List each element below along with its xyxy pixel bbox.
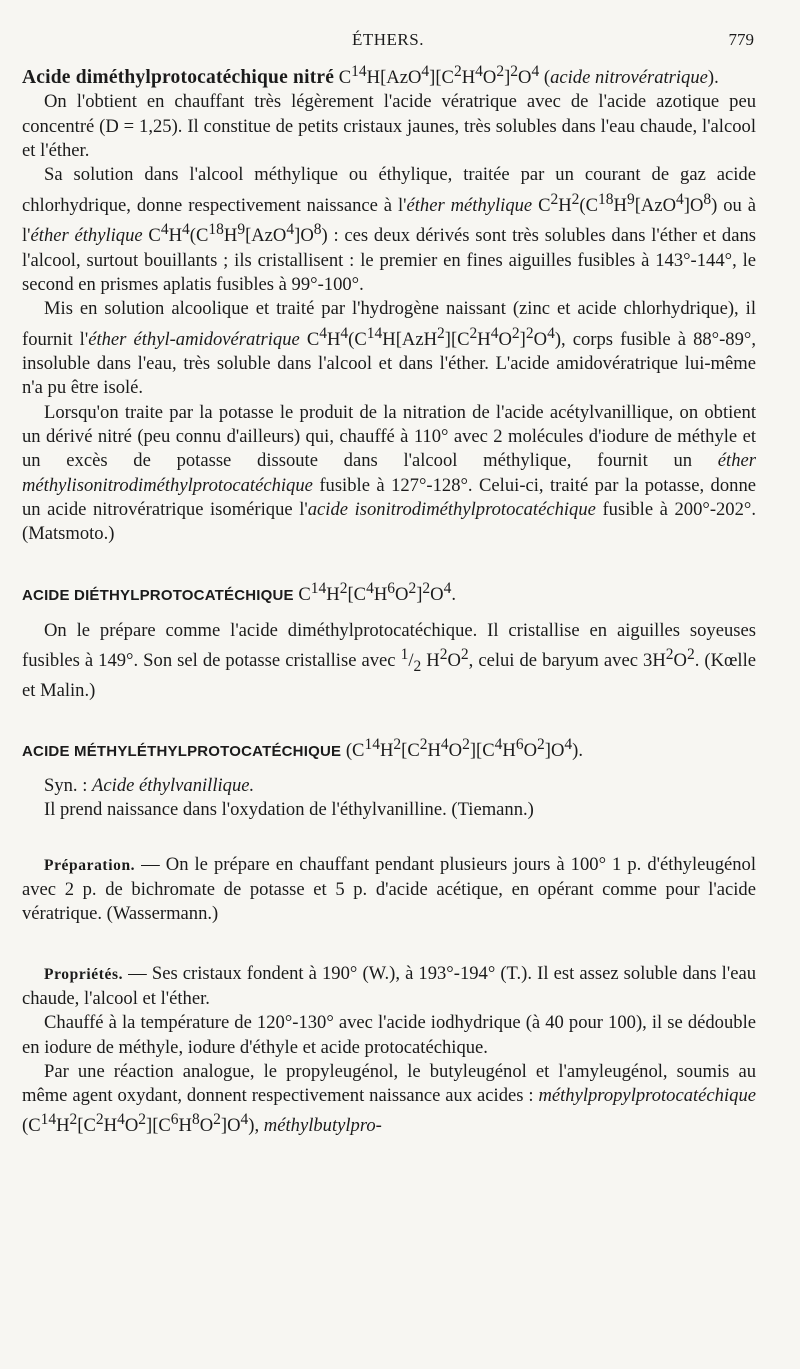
- paragraph-ethers: Sa solution dans l'alcool méthylique ou éthylique, traitée par un courant de gaz acide chlorhydrique, donne respectivement naissance à l'éther méthylique $C^2H^2(C^{18}H^9[AzO^4]O^8)$ ou à l'éther éthylique $C^4H^4(C^{18}H^9[AzO^4]O^8)$ : ces deux dérivés sont très solubles dans l'éther et dans l'alcool, surtout bouillants ; ils cristallisent : le premier en fines aiguilles fusibles à 143°-144°, le second en prismes aplatis fusibles à 99°-100°.: [22, 164, 756, 295]
- running-header: [22, 30, 754, 56]
- compound-heading-nitroveratric: Acide diméthylprotocatéchique nitré $C^{14}H[AzO^4][C^2H^4O^2]^2O^4$ (acide nitrovératrique).: [22, 63, 719, 89]
- paragraph-properties: Propriétés. — Ses cristaux fondent à 190° (W.), à 193°-194° (T.). Il est assez soluble dans l'eau chaude, l'alcool et l'éther.: [22, 962, 756, 1009]
- paragraph-isomer: Lorsqu'on traite par la potasse le produit de la nitration de l'acide acétylvanillique, on obtient un dérivé nitré (peu connu d'ailleurs) qui, chauffé à 110° avec 2 molécules d'iodure de méthyle et un excès de potasse dissoute dans l'alcool méthylique, fournit un éther méthylisonitrodiméthylprotocatéchique fusible à 127°-128°. Celui-ci, traité par la potasse, donne un acide nitrovératrique isomérique l'acide isonitrodiméthylprotocatéchique fusible à 200°-202°. (Matsmoto.): [22, 401, 756, 545]
- paragraph-reduction: Mis en solution alcoolique et traité par l'hydrogène naissant (zinc et acide chlorhydrique), il fournit l'éther éthyl-amidovératrique $C^4H^4(C^{14}H[AzH^2][C^2H^4O^2]^2O^4)$, corps fusible à 88°-89°, insoluble dans l'eau, très soluble dans l'alcool et dans l'éther. L'acide amidovératrique lui-même n'a pu être isolé.: [22, 298, 756, 399]
- paragraph-origin: Il prend naissance dans l'oxydation de l'éthylvanilline. (Tiemann.): [44, 799, 534, 821]
- paragraph-preparation-method: Préparation. — On le prépare en chauffant pendant plusieurs jours à 100° 1 p. d'éthyleugénol avec 2 p. de bichromate de potasse et 5 p. d'acide acétique, en opérant comme pour l'acide vératrique. (Wassermann.): [22, 853, 756, 925]
- section-heading-methylethyl: ACIDE MÉTHYLÉTHYLPROTOCATÉCHIQUE $(C^{14}H^2[C^2H^4O^2][C^4H^6O^2]O^4)$.: [22, 735, 583, 761]
- paragraph-decomposition: Chauffé à la température de 120°-130° avec l'acide iodhydrique (à 40 pour 100), il se dédouble en iodure de méthyle, iodure d'éthyle et acide protocatéchique.: [22, 1012, 756, 1058]
- synonym-line: Syn. : Acide éthylvanillique.: [44, 775, 255, 797]
- section-heading-diethyl: ACIDE DIÉTHYLPROTOCATÉCHIQUE $C^{14}H^2[C^4H^6O^2]^2O^4$.: [22, 580, 456, 606]
- page-number: 779: [728, 30, 754, 49]
- paragraph-preparation: On l'obtient en chauffant très légèrement l'acide vératrique avec de l'acide azotique peu concentré (D = 1,25). Il constitue de petits cristaux jaunes, très solubles dans l'eau chaude, l'alcool et l'éther.: [22, 91, 756, 162]
- running-title: ÉTHERS.: [352, 30, 424, 49]
- page-body: [22, 60, 756, 1139]
- paragraph-analogous: Par une réaction analogue, le propyleugénol, le butyleugénol et l'amyleugénol, soumis au même agent oxydant, donnent respectivement naissance aux acides : méthylpropylprotocatéchique $(C^{14}H^2[C^2H^4O^2][C^6H^8O^2]O^4)$, méthylbutylpro-: [22, 1060, 756, 1137]
- paragraph-diethyl: On le prépare comme l'acide diméthylprotocatéchique. Il cristallise en aiguilles soyeuses fusibles à 149°. Son sel de potasse cristallise avec $^1/_2$ $H^2O^2$, celui de baryum avec $3H^2O^2$. (Kœlle et Malin.): [22, 619, 757, 702]
